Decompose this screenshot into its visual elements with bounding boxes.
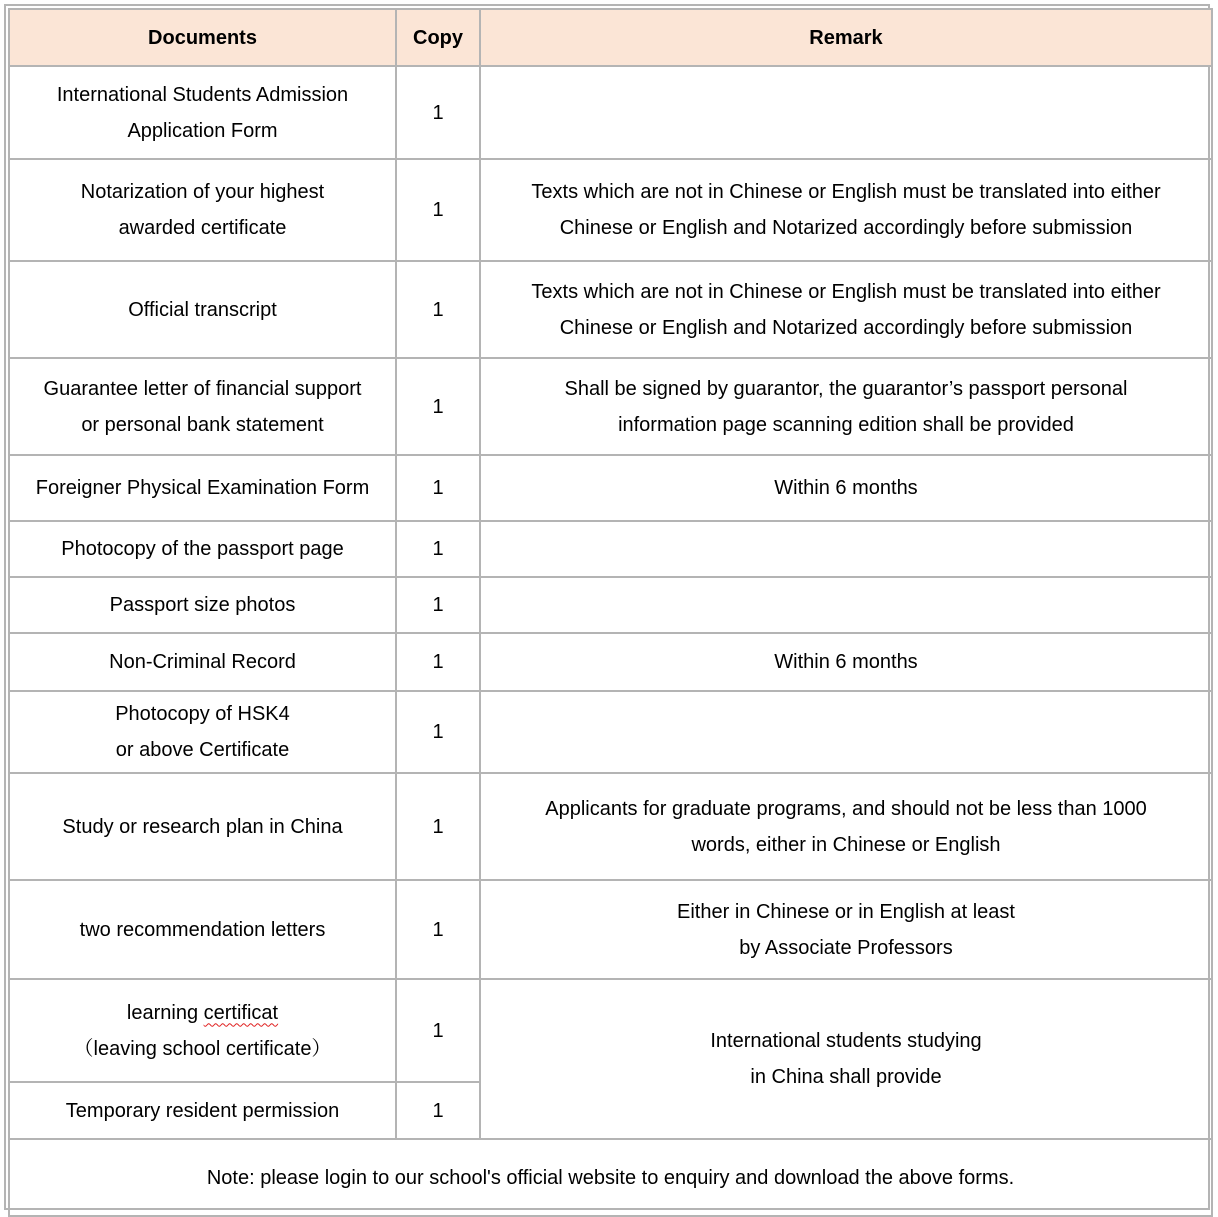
document-line: [20, 995, 385, 1031]
document-line: Photocopy of HSK4: [115, 703, 290, 725]
remark-cell: [480, 633, 1212, 691]
remark-cell: [480, 773, 1212, 880]
document-cell: [9, 880, 396, 979]
note-row: [9, 1139, 1212, 1216]
table-row: [9, 633, 1212, 691]
document-cell: [9, 159, 396, 261]
remark-line: Applicants for graduate programs, and should not be less than 1000: [545, 797, 1147, 820]
table-row: [9, 979, 1212, 1082]
copy-cell: 1: [396, 577, 480, 633]
document-line: or above Certificate: [115, 739, 290, 761]
document-line: Foreigner Physical Examination Form: [35, 477, 370, 499]
document-cell: [9, 66, 396, 159]
document-line: International Students Admission: [56, 83, 349, 106]
header-documents: Documents: [9, 9, 396, 66]
remark-line: Chinese or English and Notarized accordingly before submission: [559, 316, 1133, 339]
copy-cell: 1: [396, 691, 480, 773]
header-copy: Copy: [396, 9, 480, 66]
copy-cell: 1: [396, 159, 480, 261]
table-row: [9, 159, 1212, 261]
document-line: Non-Criminal Record: [109, 651, 296, 673]
copy-cell: 1: [396, 979, 480, 1082]
header-remark: Remark: [480, 9, 1212, 66]
table-row: [9, 358, 1212, 455]
table-row: [9, 261, 1212, 358]
remark-line: Within 6 months: [774, 477, 918, 499]
remark-line: Chinese or English and Notarized accordingly before submission: [559, 217, 1133, 239]
remark-cell: [480, 261, 1212, 358]
document-line: or personal bank statement: [81, 413, 324, 436]
remark-cell: [480, 455, 1212, 521]
document-line: Study or research plan in China: [62, 815, 343, 838]
document-cell: [9, 1082, 396, 1139]
remark-line: Either in Chinese or in English at least: [677, 900, 1015, 923]
remark-line: Shall be signed by guarantor, the guarantor’s passport personal: [564, 377, 1128, 400]
document-cell: [9, 773, 396, 880]
document-cell: [9, 521, 396, 577]
copy-cell: 1: [396, 66, 480, 159]
remark-cell: [480, 159, 1212, 261]
document-cell: [9, 577, 396, 633]
document-line: Application Form: [127, 119, 278, 142]
table-row: [9, 691, 1212, 773]
document-cell: [9, 455, 396, 521]
document-line: （leaving school certificate）: [73, 1037, 332, 1060]
document-line: two recommendation letters: [79, 918, 326, 941]
remark-cell: [480, 880, 1212, 979]
document-line: Passport size photos: [109, 594, 296, 616]
copy-cell: 1: [396, 358, 480, 455]
remark-cell: [480, 66, 1212, 159]
document-cell: [9, 633, 396, 691]
remark-line: Texts which are not in Chinese or English must be translated into either: [531, 181, 1161, 203]
copy-cell: 1: [396, 1082, 480, 1139]
copy-cell: 1: [396, 455, 480, 521]
document-line: Notarization of your highest: [80, 181, 325, 203]
copy-cell: 1: [396, 521, 480, 577]
table-header-row: [9, 9, 1212, 66]
table-row: [9, 773, 1212, 880]
remark-line: words, either in Chinese or English: [691, 833, 1001, 856]
note-text: Note: please login to our school's official website to enquiry and download the above forms.: [9, 1139, 1212, 1216]
remark-cell: [480, 691, 1212, 773]
table-row: [9, 66, 1212, 159]
table-row: [9, 455, 1212, 521]
document-cell: [9, 979, 396, 1082]
remark-cell: [480, 521, 1212, 577]
document-line: Photocopy of the passport page: [61, 538, 344, 560]
documents-table: [8, 8, 1213, 1217]
document-cell: [9, 358, 396, 455]
document-cell: [9, 261, 396, 358]
copy-cell: 1: [396, 261, 480, 358]
document-line: Official transcript: [128, 298, 277, 321]
remark-line: information page scanning edition shall be provided: [618, 413, 1074, 436]
remark-line: International students studying: [710, 1030, 982, 1052]
table-row: [9, 521, 1212, 577]
remark-line: Within 6 months: [774, 651, 918, 673]
remark-cell: [480, 979, 1212, 1139]
copy-cell: 1: [396, 773, 480, 880]
remark-cell: [480, 577, 1212, 633]
remark-line: by Associate Professors: [739, 936, 953, 959]
document-line-prefix: learning: [126, 1001, 204, 1024]
document-line: Guarantee letter of financial support: [43, 377, 362, 400]
document-line: awarded certificate: [118, 217, 287, 239]
remark-line: Texts which are not in Chinese or English must be translated into either: [531, 280, 1161, 303]
table-row: [9, 577, 1212, 633]
document-line: Temporary resident permission: [65, 1099, 340, 1122]
copy-cell: 1: [396, 880, 480, 979]
table-row: [9, 880, 1212, 979]
remark-cell: [480, 358, 1212, 455]
document-cell: [9, 691, 396, 773]
misspelled-word: certificat: [203, 1001, 279, 1024]
copy-cell: 1: [396, 633, 480, 691]
remark-line: in China shall provide: [750, 1066, 942, 1088]
